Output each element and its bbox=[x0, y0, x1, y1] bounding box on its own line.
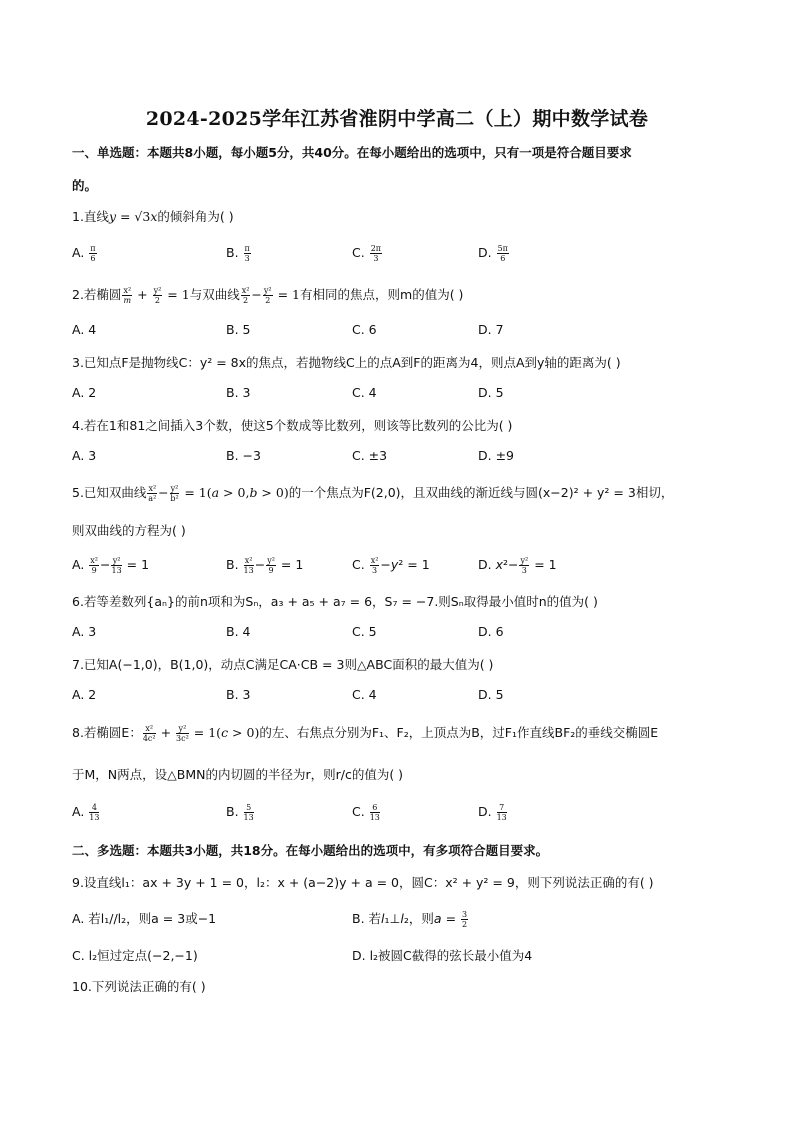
option-d: D. $\frac{7}{13}$ bbox=[478, 803, 507, 822]
option-c: C. 4 bbox=[352, 687, 377, 702]
option-c: C. l₂恒过定点(−2,−1) bbox=[72, 948, 198, 963]
option-b: B. $\frac{5}{13}$ bbox=[226, 803, 254, 822]
option-d: D. 7 bbox=[478, 322, 504, 337]
question-1: 1.直线y = √3x的倾斜角为( ) bbox=[72, 209, 234, 224]
question-4: 4.若在1和81之间插入3个数，使这5个数成等比数列，则该等比数列的公比为( ) bbox=[72, 418, 513, 433]
option-a: A. 4 bbox=[72, 322, 97, 337]
question-5-options bbox=[72, 556, 732, 580]
question-3: 3.已知点F是抛物线C：y² = 8x的焦点，若抛物线C上的点A到F的距离为4，则点A到y轴的距离为( ) bbox=[72, 355, 621, 370]
option-b: B. 若l₁⊥l₂，则a = $\frac{3}{2}$ bbox=[352, 910, 468, 929]
option-a: A. 若l₁//l₂，则a = 3或−1 bbox=[72, 911, 217, 926]
option-a: A. $\frac{\pi}{6}$ bbox=[72, 244, 96, 263]
question-8-options bbox=[72, 803, 732, 827]
option-b: B. $\frac{\pi}{3}$ bbox=[226, 244, 250, 263]
option-d: D. ±9 bbox=[478, 448, 514, 463]
question-3-options bbox=[72, 385, 732, 409]
option-b: B. 4 bbox=[226, 624, 251, 639]
question-4-options bbox=[72, 448, 732, 472]
question-9-options-row2 bbox=[72, 946, 732, 970]
option-a: A. 2 bbox=[72, 385, 97, 400]
question-7: 7.已知A(−1,0)，B(1,0)，动点C满足CA·CB = 3则△ABC面积的最大值为( ) bbox=[72, 657, 494, 672]
option-c: C. 6 bbox=[352, 322, 377, 337]
option-d: D. $\frac{5\pi}{6}$ bbox=[478, 244, 508, 263]
option-d: D. x²− $\frac{\text{y²}}{3}$ = 1 bbox=[478, 556, 557, 575]
section-two-text: 二、多选题：本题共3小题，共18分。在每小题给出的选项中，有多项符合题目要求。 bbox=[72, 843, 549, 858]
option-b: B. 3 bbox=[226, 385, 251, 400]
option-a: A. $\frac{4}{13}$ bbox=[72, 803, 100, 822]
question-7-options bbox=[72, 687, 732, 711]
option-c: C. $\frac{2\pi}{3}$ bbox=[352, 244, 382, 263]
option-d: D. 5 bbox=[478, 687, 504, 702]
question-6: 6.若等差数列{aₙ}的前n项和为Sₙ，a₃ + a₅ + a₇ = 6，S₇ = −7.则Sₙ取得最小值时n的值为( ) bbox=[72, 594, 598, 609]
option-d: D. 6 bbox=[478, 624, 504, 639]
option-b: B. $\frac{\text{x²}}{13}$ − $\frac{\text{y²}}{9}$ = 1 bbox=[226, 556, 304, 575]
section-one-text: 一、单选题：本题共8小题，每小题5分，共40分。在每小题给出的选项中，只有一项是符合题目要求 bbox=[72, 145, 632, 160]
section-one-header bbox=[72, 136, 732, 170]
section-one-header-cont: 的。 bbox=[72, 178, 98, 193]
question-8-cont: 于M，N两点，设△BMN的内切圆的半径为r，则r/c的值为( ) bbox=[72, 767, 404, 782]
option-a: A. 3 bbox=[72, 624, 97, 639]
question-1-math: y bbox=[108, 209, 116, 224]
question-5-cont: 则双曲线的方程为( ) bbox=[72, 523, 186, 538]
question-10: 10.下列说法正确的有( ) bbox=[72, 979, 206, 994]
question-6-options bbox=[72, 624, 732, 648]
question-9: 9.设直线l₁：ax + 3y + 1 = 0，l₂：x + (a−2)y + a = 0，圆C：x² + y² = 9，则下列说法正确的有( ) bbox=[72, 875, 654, 890]
section-two-header bbox=[72, 834, 732, 868]
question-9-options-row1 bbox=[72, 909, 732, 933]
option-d: D. l₂被圆C截得的弦长最小值为4 bbox=[352, 948, 533, 963]
question-8: 8.若椭圆E： $\frac{\text{x²}}{\text{4c²}}$ + $\frac{\text{y²}}{\text{3c²}}$ = 1(c > 0)的左、右焦点分别为F₁、F₂，上顶点为B，过F₁作直线BF₂的垂线交椭圆E bbox=[72, 724, 659, 743]
option-b: B. 5 bbox=[226, 322, 251, 337]
option-c: C. 4 bbox=[352, 385, 377, 400]
option-a: A. 3 bbox=[72, 448, 97, 463]
question-1-options bbox=[72, 244, 732, 268]
page-title: 2024-2025学年江苏省淮阴中学高二（上）期中数学试卷 bbox=[145, 108, 649, 130]
option-d: D. 5 bbox=[478, 385, 504, 400]
option-a: A. 2 bbox=[72, 687, 97, 702]
option-b: B. 3 bbox=[226, 687, 251, 702]
option-b: B. −3 bbox=[226, 448, 261, 463]
option-c: C. $\frac{6}{13}$ bbox=[352, 803, 380, 822]
question-5: 5.已知双曲线 $\frac{\text{x²}}{\text{a²}}$ − $\frac{\text{y²}}{\text{b²}}$ = 1(a > 0,b > 0)的一个焦点为F(2,0)，且双曲线的渐近线与圆(x−2)² + y² = 3相切， bbox=[72, 484, 674, 503]
option-a: A. $\frac{\text{x²}}{9}$ − $\frac{\text{y²}}{13}$ = 1 bbox=[72, 556, 150, 575]
option-c: C. ±3 bbox=[352, 448, 388, 463]
option-c: C. 5 bbox=[352, 624, 377, 639]
question-2: 2.若椭圆 $\frac{\text{x²}}{m}$ + $\frac{\text{y²}}{2}$ = 1与双曲线 $\frac{\text{x²}}{2}$ − $\frac{\text{y²}}{2}$ = 1有相同的焦点，则m的值为( ) bbox=[72, 286, 464, 305]
question-2-options bbox=[72, 322, 732, 346]
option-c: C. $\frac{\text{x²}}{3}$ −y² = 1 bbox=[352, 556, 430, 575]
